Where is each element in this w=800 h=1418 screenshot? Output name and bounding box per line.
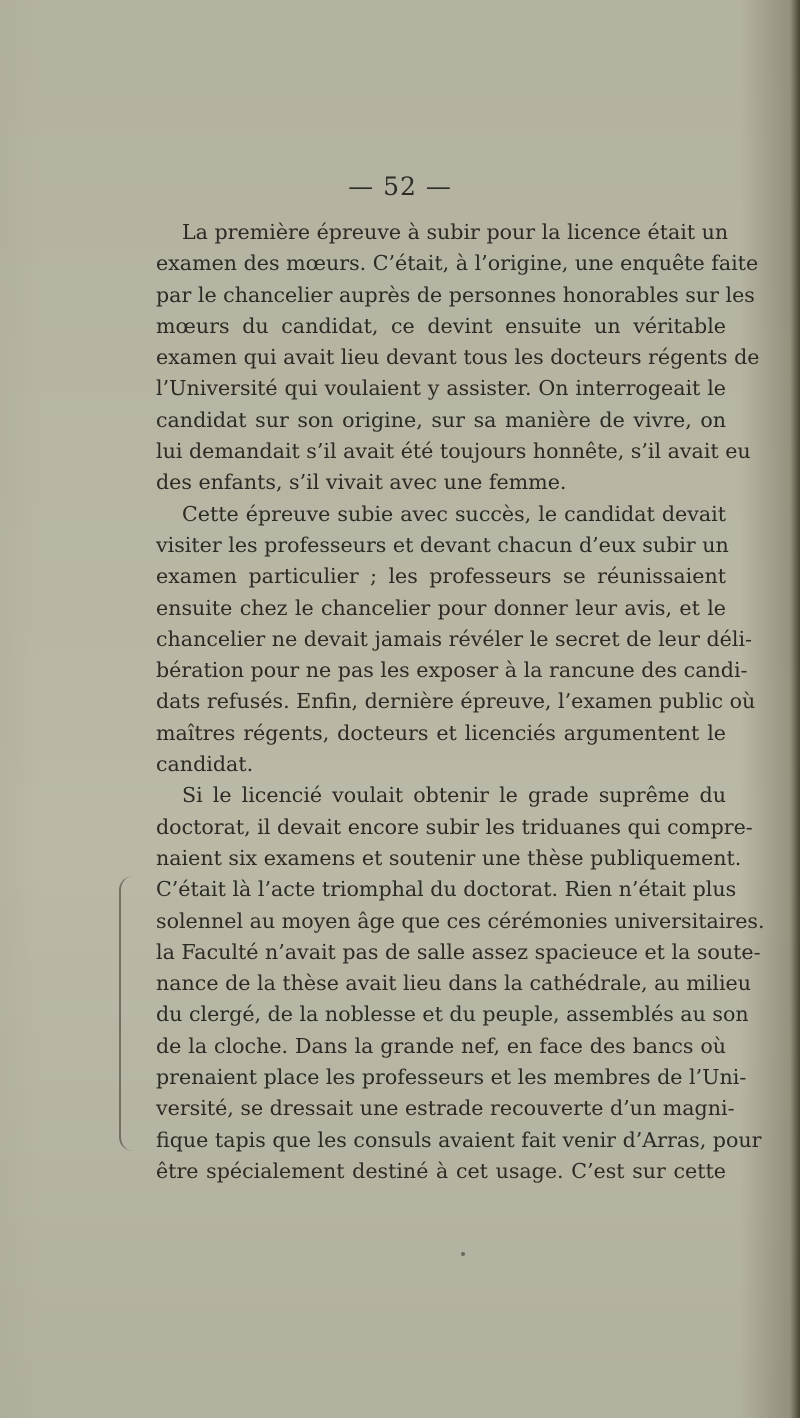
- text-line: dats refusés. Enfin, dernière épreuve, l’examen public où: [156, 689, 756, 714]
- text-line: Si le licencié voulait obtenir le grade suprême du: [182, 783, 726, 808]
- text-line: lui demandait s’il avait été toujours honnête, s’il avait eu: [156, 439, 751, 464]
- text-line: par le chancelier auprès de personnes honorables sur les: [156, 282, 755, 307]
- text-line: solennel au moyen âge que ces cérémonies universitaires.: [156, 908, 765, 933]
- text-line: ensuite chez le chancelier pour donner leur avis, et le: [156, 595, 726, 620]
- text-line: examen particulier ; les professeurs se réunissaient: [156, 564, 726, 589]
- text-line: du clergé, de la noblesse et du peuple, assemblés au son: [156, 1002, 749, 1027]
- text-line: de la cloche. Dans la grande nef, en face des bancs où: [156, 1033, 726, 1058]
- margin-bracket-mark: [119, 876, 143, 1151]
- text-line: examen qui avait lieu devant tous les docteurs régents de: [156, 345, 760, 370]
- text-line: l’Université qui voulaient y assister. On interrogeait le: [156, 376, 726, 401]
- page-number: — 52 —: [348, 172, 452, 201]
- text-line: naient six examens et soutenir une thèse publiquement.: [156, 845, 742, 870]
- text-line: mœurs du candidat, ce devint ensuite un véritable: [156, 313, 726, 338]
- body-text: [156, 217, 765, 1187]
- text-line: chancelier ne devait jamais révéler le secret de leur déli-: [156, 626, 752, 651]
- text-line: visiter les professeurs et devant chacun d’eux subir un: [156, 532, 729, 557]
- text-line: Cette épreuve subie avec succès, le candidat devait: [182, 501, 726, 526]
- text-line: nance de la thèse avait lieu dans la cathédrale, au milieu: [156, 971, 751, 996]
- text-line: examen des mœurs. C’était, à l’origine, une enquête faite: [156, 251, 759, 276]
- text-line: C’était là l’acte triomphal du doctorat. Rien n’était plus: [156, 877, 737, 902]
- text-line: bération pour ne pas les exposer à la rancune des candi-: [156, 658, 748, 683]
- text-line: des enfants, s’il vivait avec une femme.: [156, 470, 567, 495]
- text-line: candidat sur son origine, sur sa manière de vivre, on: [156, 407, 726, 432]
- text-line: prenaient place les professeurs et les membres de l’Uni-: [156, 1065, 747, 1090]
- text-line: versité, se dressait une estrade recouverte d’un magni-: [156, 1096, 735, 1121]
- text-line: être spécialement destiné à cet usage. C’est sur cette: [156, 1158, 726, 1183]
- text-line: fique tapis que les consuls avaient fait venir d’Arras, pour: [156, 1127, 762, 1152]
- text-line: maîtres régents, docteurs et licenciés argumentent le: [156, 720, 726, 745]
- text-line: doctorat, il devait encore subir les triduanes qui compre-: [156, 814, 753, 839]
- ink-dot: [461, 1252, 465, 1256]
- text-line: candidat.: [156, 752, 254, 777]
- text-line: La première épreuve à subir pour la licence était un: [182, 220, 729, 244]
- text-line: la Faculté n’avait pas de salle assez spacieuce et la soute-: [156, 939, 761, 964]
